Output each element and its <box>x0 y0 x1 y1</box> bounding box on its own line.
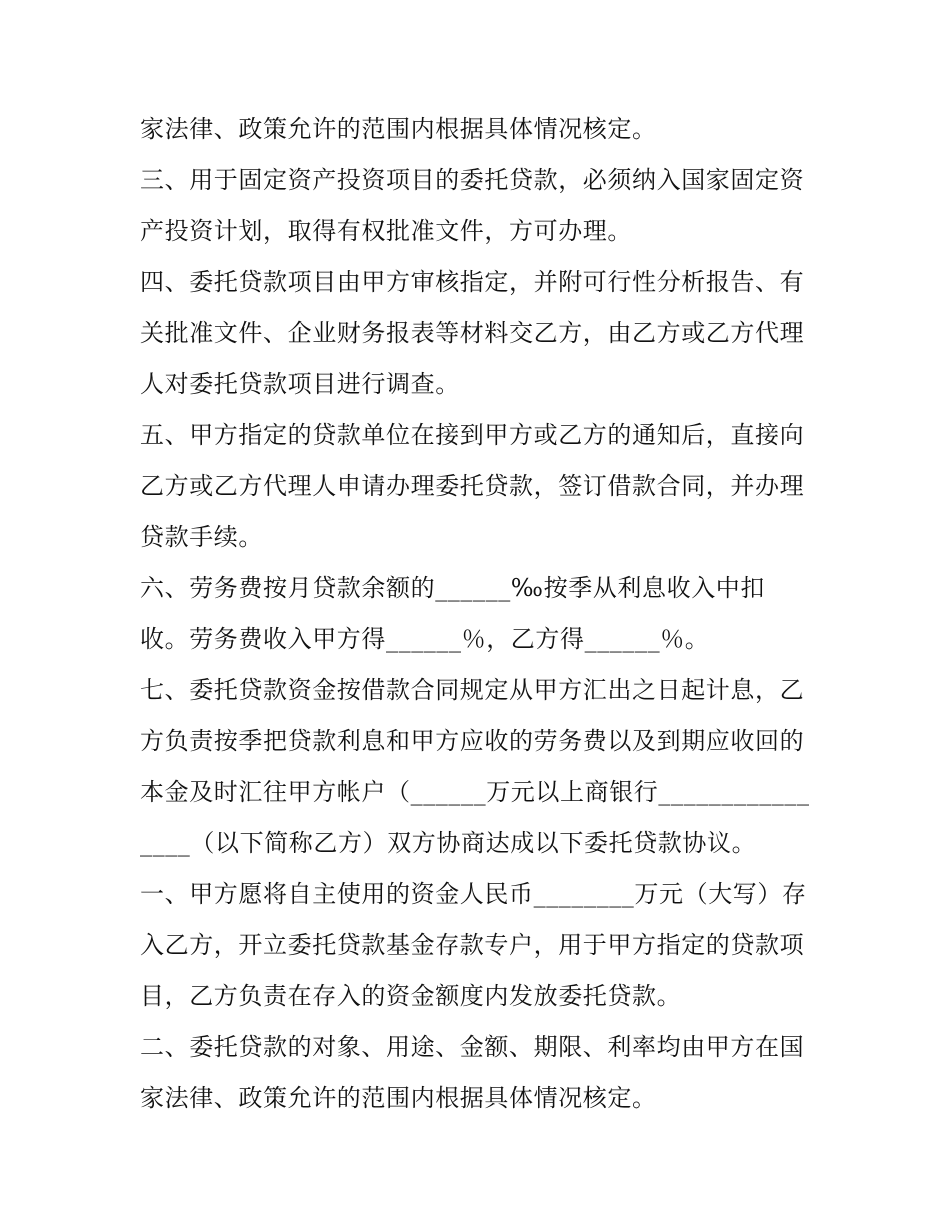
text-line: 贷款手续。 <box>140 523 263 551</box>
text-line: 入乙方，开立委托贷款基金存款专户，用于甲方指定的贷款项 <box>140 931 805 959</box>
text-line: 六、劳务费按月贷款余额的______‰按季从利息收入中扣 <box>140 574 766 602</box>
text-line: 家法律、政策允许的范围内根据具体情况核定。 <box>140 115 657 143</box>
text-line: 产投资计划，取得有权批准文件，方可办理。 <box>140 217 632 245</box>
text-line: 五、甲方指定的贷款单位在接到甲方或乙方的通知后，直接向 <box>140 421 805 449</box>
text-line: 三、用于固定资产投资项目的委托贷款，必须纳入国家固定资 <box>140 166 805 194</box>
text-line: 四、委托贷款项目由甲方审核指定，并附可行性分析报告、有 <box>140 268 805 296</box>
text-line: 一、甲方愿将自主使用的资金人民币________万元（大写）存 <box>140 880 807 908</box>
text-line: 目，乙方负责在存入的资金额度内发放委托贷款。 <box>140 982 682 1010</box>
text-line: 二、委托贷款的对象、用途、金额、期限、利率均由甲方在国 <box>140 1033 805 1061</box>
text-line: ____（以下简称乙方）双方协商达成以下委托贷款协议。 <box>140 829 757 857</box>
text-line: 家法律、政策允许的范围内根据具体情况核定。 <box>140 1084 657 1112</box>
text-line: 方负责按季把贷款利息和甲方应收的劳务费以及到期应收回的 <box>140 727 805 755</box>
text-line: 关批准文件、企业财务报表等材料交乙方，由乙方或乙方代理 <box>140 319 805 347</box>
text-line: 本金及时汇往甲方帐户（______万元以上商银行____________ <box>140 778 810 806</box>
document-body <box>140 104 812 1124</box>
text-line: 人对委托贷款项目进行调查。 <box>140 370 460 398</box>
text-line: 七、委托贷款资金按借款合同规定从甲方汇出之日起计息，乙 <box>140 676 805 704</box>
text-line: 收。劳务费收入甲方得______％，乙方得______％。 <box>140 625 710 653</box>
text-line: 乙方或乙方代理人申请办理委托贷款，签订借款合同，并办理 <box>140 472 805 500</box>
